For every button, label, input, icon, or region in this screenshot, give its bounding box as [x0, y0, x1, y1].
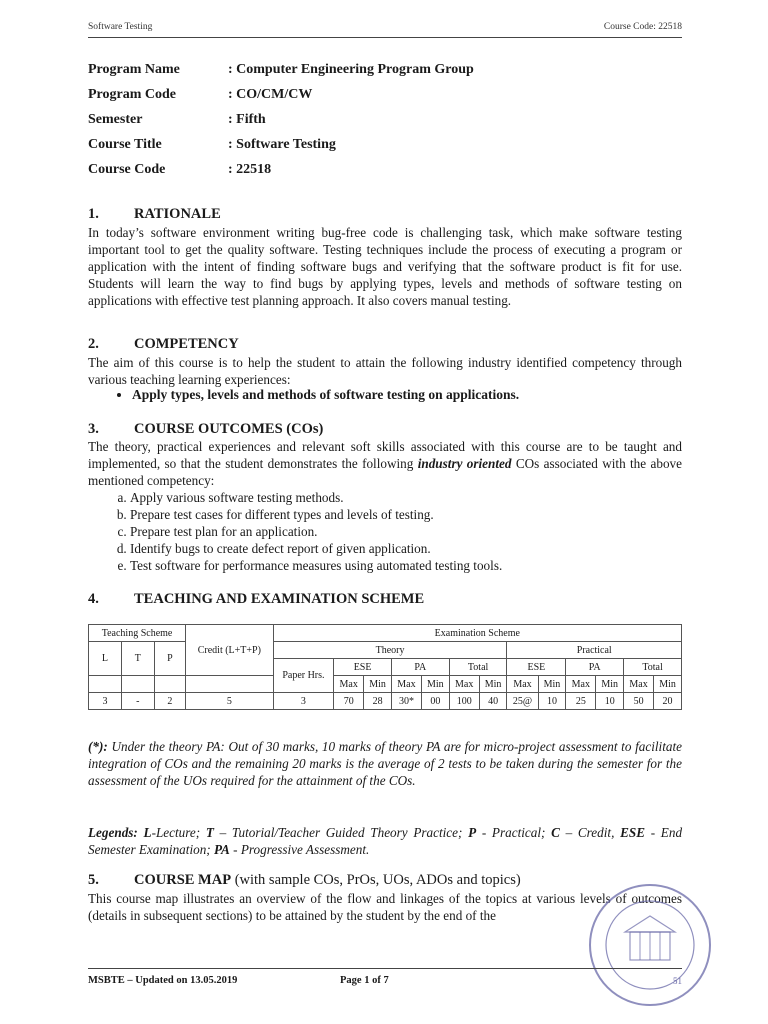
pa-note: (*): Under the theory PA: Out of 30 marks, 10 marks of theory PA are for micro-project assessment to facilitate integration of COs and the remaining 20 marks is the average of 2 tests to be taken during the semester for the assessment of the UOs required for the attainment of the COs.: [88, 739, 682, 788]
competency-list: [112, 387, 519, 403]
table-cell: 50: [624, 693, 654, 710]
course-outcome-item: a. Apply various software testing methods.: [130, 489, 502, 506]
table-cell: 3: [273, 693, 334, 710]
col-P: P: [154, 642, 185, 676]
practical-ese-header: ESE: [507, 659, 566, 676]
page-header: [88, 22, 682, 32]
teaching-scheme-header: Teaching Scheme: [89, 625, 186, 642]
rationale-text: In today’s software environment writing bug-free code is challenging task, which make software testing important tool to get the quality software. Testing techniques include the process of executing a program or application with the intent of finding software bugs and verifying that the software product is fit for use. Students will learn the way to find bugs by applying types, levels and methods of software testing on applications with effective test planning approach. It also covers manual testing.: [88, 225, 682, 308]
section-heading-rationale: 1. RATIONALE: [88, 206, 221, 222]
table-cell: 100: [449, 693, 479, 710]
table-cell: 5: [186, 693, 274, 710]
theory-header: Theory: [273, 642, 507, 659]
course-outcomes-list: [88, 489, 502, 574]
max-header: Max: [391, 676, 421, 693]
course-outcome-item: d. Identify bugs to create defect report of given application.: [130, 540, 502, 557]
blank-cell: [121, 676, 154, 693]
table-cell: 10: [538, 693, 566, 710]
col-L: L: [89, 642, 122, 676]
table-cell: 20: [654, 693, 682, 710]
blank-cell: [186, 676, 274, 693]
course-outcome-item: e. Test software for performance measures using automated testing tools.: [130, 557, 502, 574]
header-course-code: Course Code: 22518: [603, 22, 682, 32]
paper-hrs-header: Paper Hrs.: [273, 659, 334, 693]
max-header: Max: [566, 676, 596, 693]
stamp-number: 51: [673, 976, 682, 986]
table-cell: 2: [154, 693, 185, 710]
header-divider: [88, 37, 682, 38]
table-cell: 40: [479, 693, 507, 710]
max-header: Max: [334, 676, 364, 693]
table-cell: 25@: [507, 693, 538, 710]
min-header: Min: [479, 676, 507, 693]
min-header: Min: [538, 676, 566, 693]
footer-divider: [88, 968, 682, 969]
competency-text: The aim of this course is to help the student to attain the following industry identified competency through various teaching learning experiences:: [88, 355, 682, 387]
min-header: Min: [596, 676, 624, 693]
theory-ese-header: ESE: [334, 659, 392, 676]
credit-header: Credit (L+T+P): [186, 625, 274, 676]
table-cell: 70: [334, 693, 364, 710]
table-cell: 10: [596, 693, 624, 710]
legends-note: Legends: L-Lecture; T – Tutorial/Teacher Guided Theory Practice; P - Practical; C – Credit, ESE - End Semester Examination; PA - Progressive Assessment.: [88, 825, 683, 857]
section-heading-course-map: 5. COURSE MAP (with sample COs, PrOs, UOs, ADOs and topics): [88, 872, 521, 888]
info-row-program-code: Program Code : CO/CM/CW: [88, 87, 313, 102]
section-heading-competency: 2. COMPETENCY: [88, 336, 239, 352]
practical-total-header: Total: [624, 659, 682, 676]
min-header: Min: [364, 676, 392, 693]
max-header: Max: [449, 676, 479, 693]
max-header: Max: [624, 676, 654, 693]
table-cell: 3: [89, 693, 122, 710]
course-outcome-item: c. Prepare test plan for an application.: [130, 523, 502, 540]
col-T: T: [121, 642, 154, 676]
industry-oriented-emphasis: industry oriented: [417, 456, 512, 471]
practical-pa-header: PA: [566, 659, 624, 676]
info-row-course-code: Course Code : 22518: [88, 162, 272, 177]
min-header: Min: [654, 676, 682, 693]
practical-header: Practical: [507, 642, 682, 659]
blank-cell: [154, 676, 185, 693]
footer-update-note: MSBTE – Updated on 13.05.2019: [88, 975, 238, 986]
institution-seal-stamp: [585, 880, 715, 1010]
info-row-program-name: Program Name : Computer Engineering Program Group: [88, 62, 474, 77]
course-outcomes-intro: The theory, practical experiences and relevant soft skills associated with this course are to be taught and implemented, so that the student demonstrates the following industry oriented COs associated with the above mentioned competency:: [88, 439, 682, 488]
header-course-name: Software Testing: [88, 22, 153, 32]
course-outcome-item: b. Prepare test cases for different types and levels of testing.: [130, 506, 502, 523]
theory-total-header: Total: [449, 659, 507, 676]
competency-item: • Apply types, levels and methods of software testing on applications.: [132, 387, 519, 403]
info-row-semester: Semester : Fifth: [88, 112, 266, 127]
max-header: Max: [507, 676, 538, 693]
table-row: [89, 693, 682, 710]
program-info: [88, 62, 474, 187]
blank-cell: [89, 676, 122, 693]
table-cell: 25: [566, 693, 596, 710]
section-heading-teaching-scheme: 4. TEACHING AND EXAMINATION SCHEME: [88, 591, 425, 607]
teaching-examination-table: [88, 624, 682, 710]
table-cell: 30*: [391, 693, 421, 710]
min-header: Min: [421, 676, 449, 693]
info-row-course-title: Course Title : Software Testing: [88, 137, 336, 152]
table-cell: -: [121, 693, 154, 710]
exam-scheme-header: Examination Scheme: [273, 625, 681, 642]
table-cell: 28: [364, 693, 392, 710]
theory-pa-header: PA: [391, 659, 449, 676]
course-map-text: This course map illustrates an overview of the flow and linkages of the topics at various levels of outcomes (details in subsequent sections) to be attained by the student by the end of the: [88, 891, 682, 923]
footer-page-number: Page 1 of 7: [340, 975, 389, 986]
table-cell: 00: [421, 693, 449, 710]
section-heading-course-outcomes: 3. COURSE OUTCOMES (COs): [88, 421, 324, 437]
page-footer: [88, 975, 389, 986]
